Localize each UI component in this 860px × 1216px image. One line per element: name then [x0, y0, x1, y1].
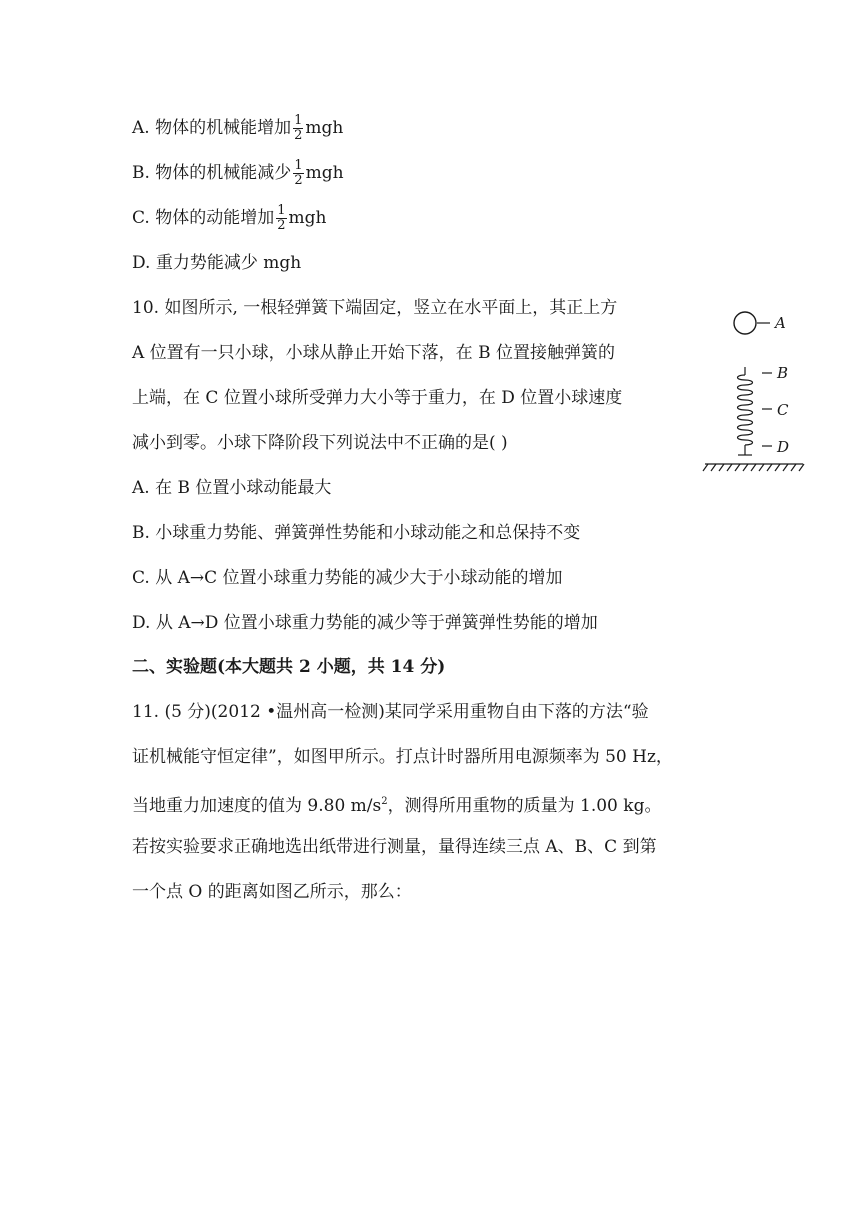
label-c: C [777, 401, 789, 419]
q10-option-b: B. 小球重力势能、弹簧弹性势能和小球动能之和总保持不变 [132, 523, 581, 543]
q11-line-2: 证机械能守恒定律”，如图甲所示。打点计时器所用电源频率为 50 Hz， [132, 747, 673, 767]
label-b: B [777, 364, 789, 382]
q10-stem-line-4: 减小到零。小球下降阶段下列说法中不正确的是( ) [132, 433, 508, 453]
q9-option-b-text: B. 物体的机械能减少 [132, 163, 292, 183]
spring-icon [738, 367, 753, 455]
q9-option-c-text: C. 物体的动能增加 [132, 208, 275, 228]
q11-line-3 [132, 791, 661, 817]
fraction-one-half: $\frac{1}{2}$ [294, 113, 303, 143]
q11-line-1: 11. (5 分)(2012 •温州高一检测)某同学采用重物自由下落的方法“验 [132, 702, 649, 722]
q9-option-c-mgh: mgh [288, 208, 327, 228]
q10-stem-line-2: A 位置有一只小球，小球从静止开始下落，在 B 位置接触弹簧的 [132, 343, 615, 363]
q10-stem-line-3: 上端，在 C 位置小球所受弹力大小等于重力，在 D 位置小球速度 [132, 388, 623, 408]
q9-option-a [132, 114, 343, 143]
q11-line-3-pre: 当地重力加速度的值为 9.80 m/s [132, 796, 382, 816]
q10-option-d: D. 从 A→D 位置小球重力势能的减少等于弹簧弹性势能的增加 [132, 613, 598, 633]
q11-line-4: 若按实验要求正确地选出纸带进行测量，量得连续三点 A、B、C 到第 [132, 837, 657, 857]
q9-option-b [132, 159, 344, 188]
fraction-one-half: $\frac{1}{2}$ [294, 158, 303, 188]
q11-line-3-post: ，测得所用重物的质量为 1.00 kg。 [387, 796, 662, 816]
label-d: D [777, 438, 790, 456]
q10-option-c: C. 从 A→C 位置小球重力势能的减少大于小球动能的增加 [132, 568, 563, 588]
q10-stem-line-1: 10. 如图所示, 一根轻弹簧下端固定，竖立在水平面上，其正上方 [132, 298, 618, 318]
superscript-2: 2 [381, 796, 388, 807]
q9-option-b-mgh: mgh [305, 163, 344, 183]
ground-hatch-icon [703, 464, 804, 471]
spring-ball-diagram [700, 305, 820, 475]
q9-option-a-mgh: mgh [305, 118, 344, 138]
fraction-one-half: $\frac{1}{2}$ [277, 203, 286, 233]
q11-line-5: 一个点 O 的距离如图乙所示，那么： [132, 882, 412, 902]
q9-option-a-text: A. 物体的机械能增加 [132, 118, 292, 138]
ball-icon [734, 312, 756, 334]
section-heading: 二、实验题(本大题共 2 小题，共 14 分) [132, 657, 446, 677]
q10-option-a: A. 在 B 位置小球动能最大 [132, 478, 332, 498]
q9-option-c [132, 204, 326, 233]
label-a: A [775, 314, 786, 332]
q9-option-d: D. 重力势能减少 mgh [132, 253, 302, 273]
